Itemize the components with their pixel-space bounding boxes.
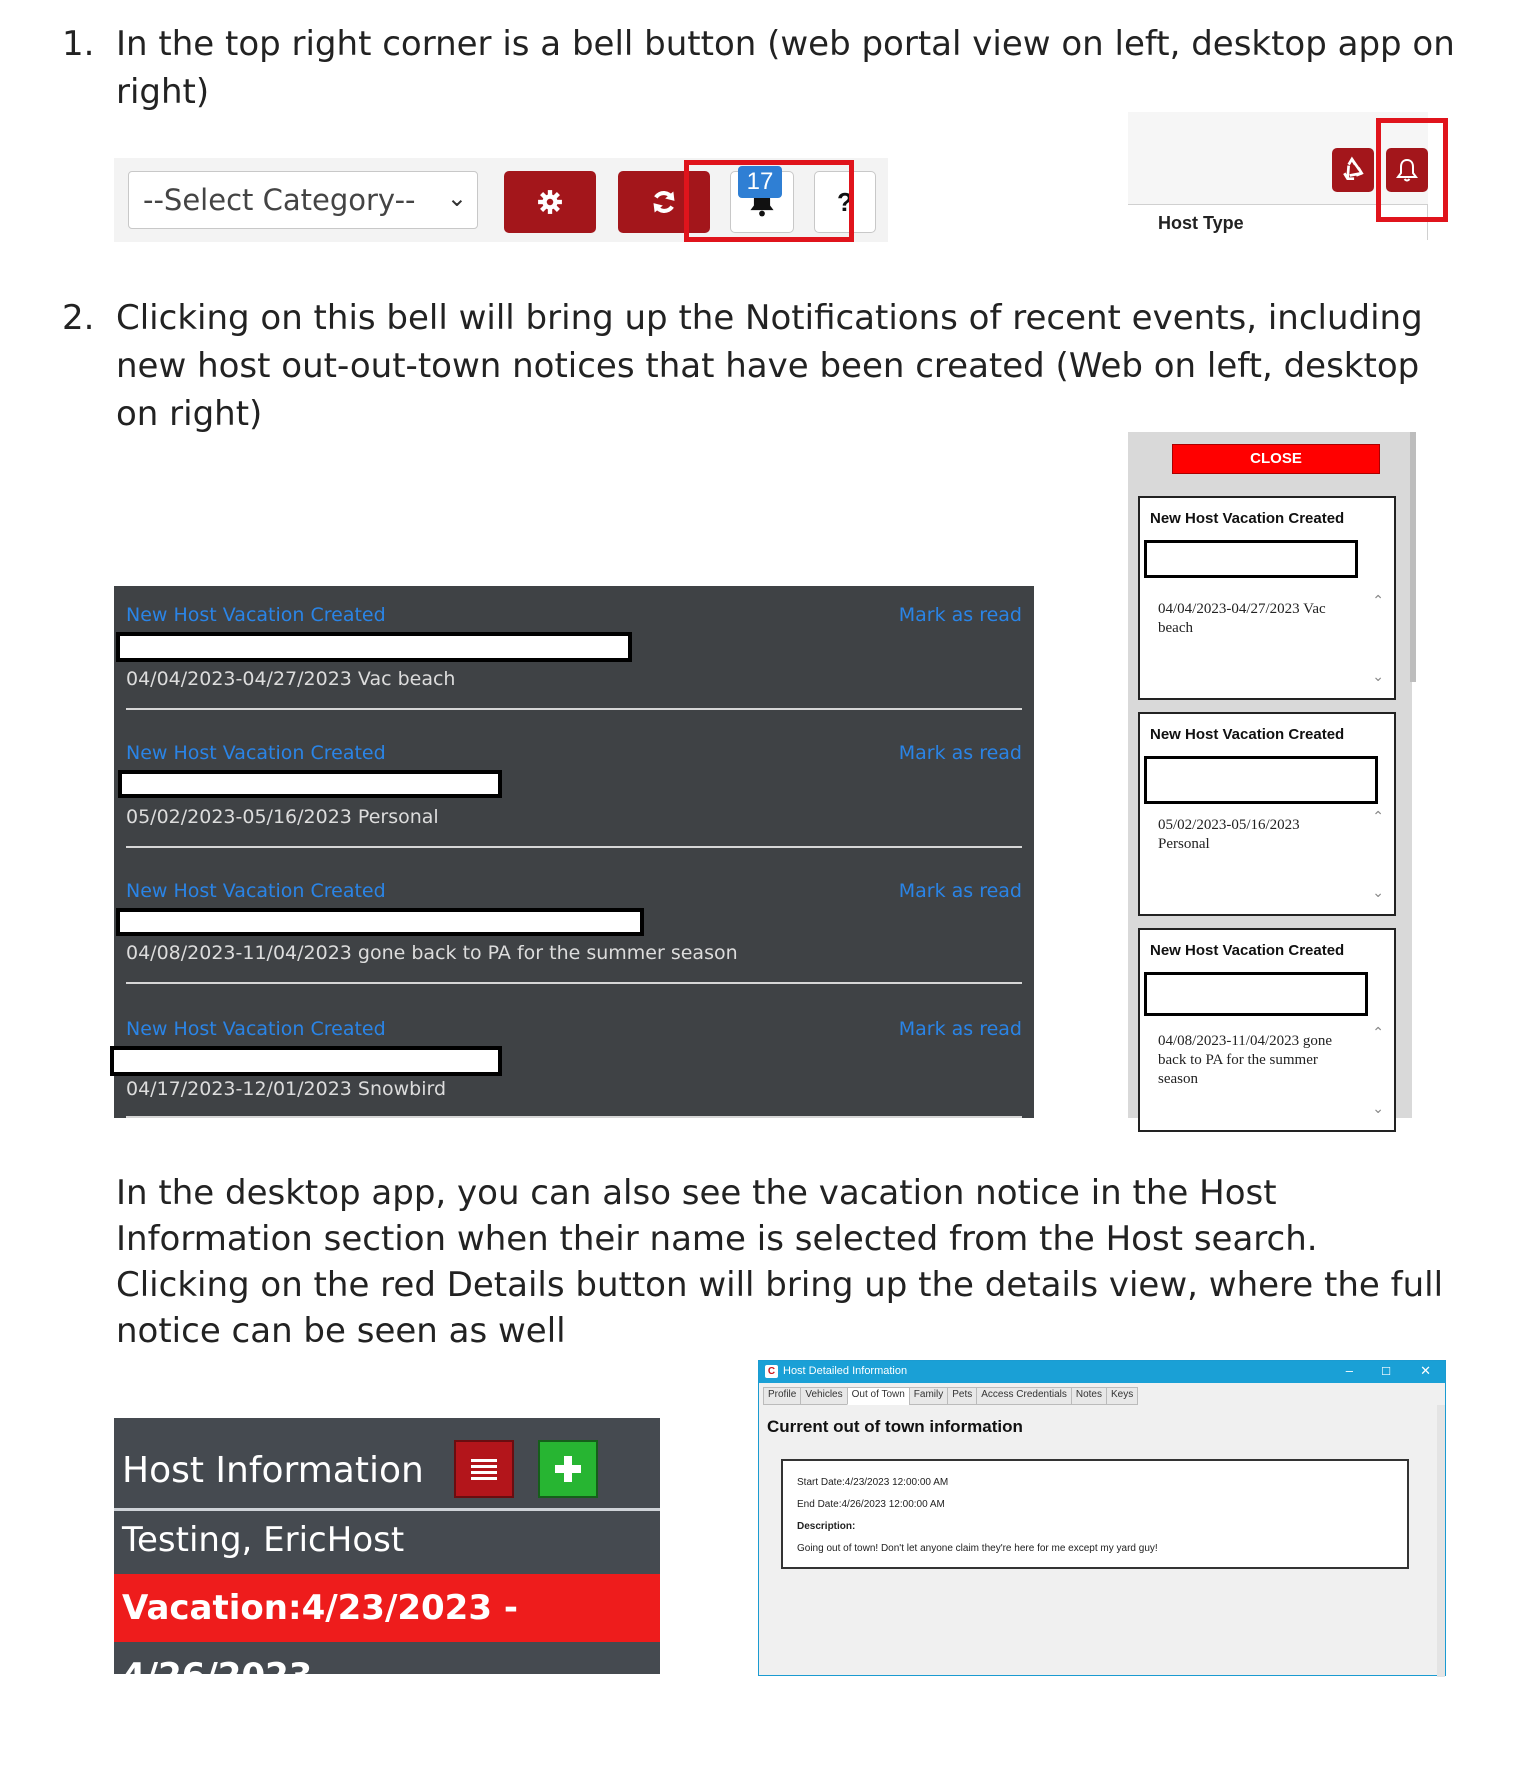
tab-notes[interactable]: Notes [1071, 1387, 1107, 1405]
notification-title[interactable]: New Host Vacation Created [126, 880, 386, 902]
tab-pets[interactable]: Pets [947, 1387, 977, 1405]
redacted-name [1144, 756, 1378, 804]
tab-vehicles[interactable]: Vehicles [800, 1387, 847, 1405]
redacted-name [118, 770, 502, 798]
redacted-name [1144, 972, 1368, 1016]
tab-out-of-town[interactable]: Out of Town [847, 1387, 910, 1405]
tab-family[interactable]: Family [909, 1387, 948, 1405]
recycle-icon [1340, 157, 1366, 183]
host-detail-window [758, 1360, 1446, 1676]
chevron-up-icon[interactable]: ⌃ [1372, 1024, 1384, 1040]
notification-description: 04/08/2023-11/04/2023 gone back to PA for the summer season [126, 942, 738, 964]
redacted-name [1144, 540, 1358, 578]
chevron-up-icon[interactable]: ⌃ [1372, 808, 1384, 824]
details-button[interactable] [454, 1440, 514, 1498]
mark-as-read-link[interactable]: Mark as read [898, 742, 1022, 764]
gear-icon [537, 189, 563, 215]
mark-as-read-link[interactable]: Mark as read [898, 604, 1022, 626]
description-text: Going out of town! Don't let anyone claim they're here for me except my yard guy! [797, 1543, 1158, 1554]
notification-separator [126, 846, 1022, 848]
tab-keys[interactable]: Keys [1106, 1387, 1138, 1405]
out-of-town-details-box [781, 1459, 1409, 1569]
redacted-name [110, 1046, 502, 1076]
chevron-down-icon[interactable]: ⌄ [1372, 1100, 1384, 1116]
notification-description: 05/02/2023-05/16/2023 Personal [126, 806, 439, 828]
settings-button[interactable] [504, 171, 596, 233]
list-icon [469, 1457, 499, 1481]
tab-access-credentials[interactable]: Access Credentials [976, 1387, 1072, 1405]
host-information-divider [114, 1508, 660, 1511]
desktop-notification-card [1138, 496, 1396, 700]
window-titlebar [759, 1361, 1445, 1383]
notification-title[interactable]: New Host Vacation Created [126, 604, 386, 626]
vacation-banner: Vacation:4/23/2023 - 4/26/2023 [114, 1574, 660, 1642]
desktop-notification-title: New Host Vacation Created [1150, 510, 1345, 527]
bell-highlight-box [684, 160, 854, 242]
notification-title[interactable]: New Host Vacation Created [126, 742, 386, 764]
notification-description: 04/04/2023-04/27/2023 Vac beach [126, 668, 456, 690]
plus-icon [553, 1454, 583, 1484]
category-select-value: --Select Category-- [143, 183, 416, 217]
recycle-button[interactable] [1332, 148, 1374, 192]
desktop-notification-description: 04/08/2023-11/04/2023 gone back to PA for the summer season [1158, 1033, 1333, 1087]
host-name[interactable]: Testing, EricHost [122, 1520, 405, 1560]
desktop-notifications-scrollbar[interactable] [1410, 432, 1416, 682]
notification-title[interactable]: New Host Vacation Created [126, 1018, 386, 1040]
notification-description: 04/17/2023-12/01/2023 Snowbird [126, 1078, 447, 1100]
notification-separator [126, 1116, 1022, 1118]
close-button[interactable]: CLOSE [1172, 444, 1380, 474]
web-notifications-panel [114, 586, 1034, 1118]
host-information-title: Host Information [122, 1450, 424, 1491]
add-button[interactable] [538, 1440, 598, 1498]
notification-count-badge: 17 [738, 166, 782, 198]
notification-separator [126, 708, 1022, 710]
chevron-down-icon[interactable]: ⌄ [1372, 668, 1384, 684]
desktop-bell-highlight-box [1376, 118, 1448, 222]
detail-tabs [763, 1387, 1137, 1403]
window-title: Host Detailed Information [783, 1365, 908, 1377]
desktop-notification-title: New Host Vacation Created [1150, 726, 1345, 743]
chevron-up-icon[interactable]: ⌃ [1372, 592, 1384, 608]
desktop-notification-card [1138, 928, 1396, 1132]
desktop-notifications-panel [1128, 432, 1412, 1118]
step-2-text: Clicking on this bell will bring up the Notifications of recent events, including new host out-out-town notices that have been created (Web on left, desktop on right) [116, 298, 1423, 434]
desktop-notification-title: New Host Vacation Created [1150, 942, 1345, 959]
end-date: End Date:4/26/2023 12:00:00 AM [797, 1499, 945, 1510]
redacted-name [116, 908, 644, 936]
desktop-notification-card [1138, 712, 1396, 916]
description-paragraph: In the desktop app, you can also see the vacation notice in the Host Information section when their name is selected from the Host search. Clicking on the red Details button will bring up the details view, where the full notice can be seen as well [116, 1173, 1444, 1351]
out-of-town-heading: Current out of town information [767, 1417, 1023, 1436]
start-date: Start Date:4/23/2023 12:00:00 AM [797, 1477, 949, 1488]
maximize-icon[interactable]: ☐ [1381, 1366, 1391, 1378]
question-icon: ? [837, 186, 853, 217]
minimize-icon[interactable]: – [1345, 1363, 1353, 1378]
chevron-down-icon: ⌄ [446, 184, 467, 212]
notification-separator [126, 982, 1022, 984]
app-icon: C [765, 1365, 778, 1378]
close-icon[interactable]: ✕ [1420, 1363, 1431, 1378]
description-label: Description: [797, 1521, 856, 1532]
host-type-column-header[interactable]: Host Type [1128, 204, 1428, 240]
step-2-number: 2. [62, 298, 95, 338]
step-1-number: 1. [62, 24, 95, 64]
redacted-name [116, 632, 632, 662]
mark-as-read-link[interactable]: Mark as read [898, 880, 1022, 902]
step-1-text: In the top right corner is a bell button (web portal view on left, desktop app on right) [116, 24, 1455, 112]
category-select[interactable] [128, 171, 478, 229]
desktop-notification-description: 04/04/2023-04/27/2023 Vac beach [1158, 601, 1326, 636]
mark-as-read-link[interactable]: Mark as read [898, 1018, 1022, 1040]
desktop-notification-description: 05/02/2023-05/16/2023 Personal [1158, 817, 1300, 852]
detail-scrollbar[interactable] [1437, 1405, 1445, 1677]
tab-profile[interactable]: Profile [763, 1387, 801, 1405]
host-information-panel [114, 1418, 660, 1696]
chevron-down-icon[interactable]: ⌄ [1372, 884, 1384, 900]
refresh-icon [650, 188, 678, 216]
